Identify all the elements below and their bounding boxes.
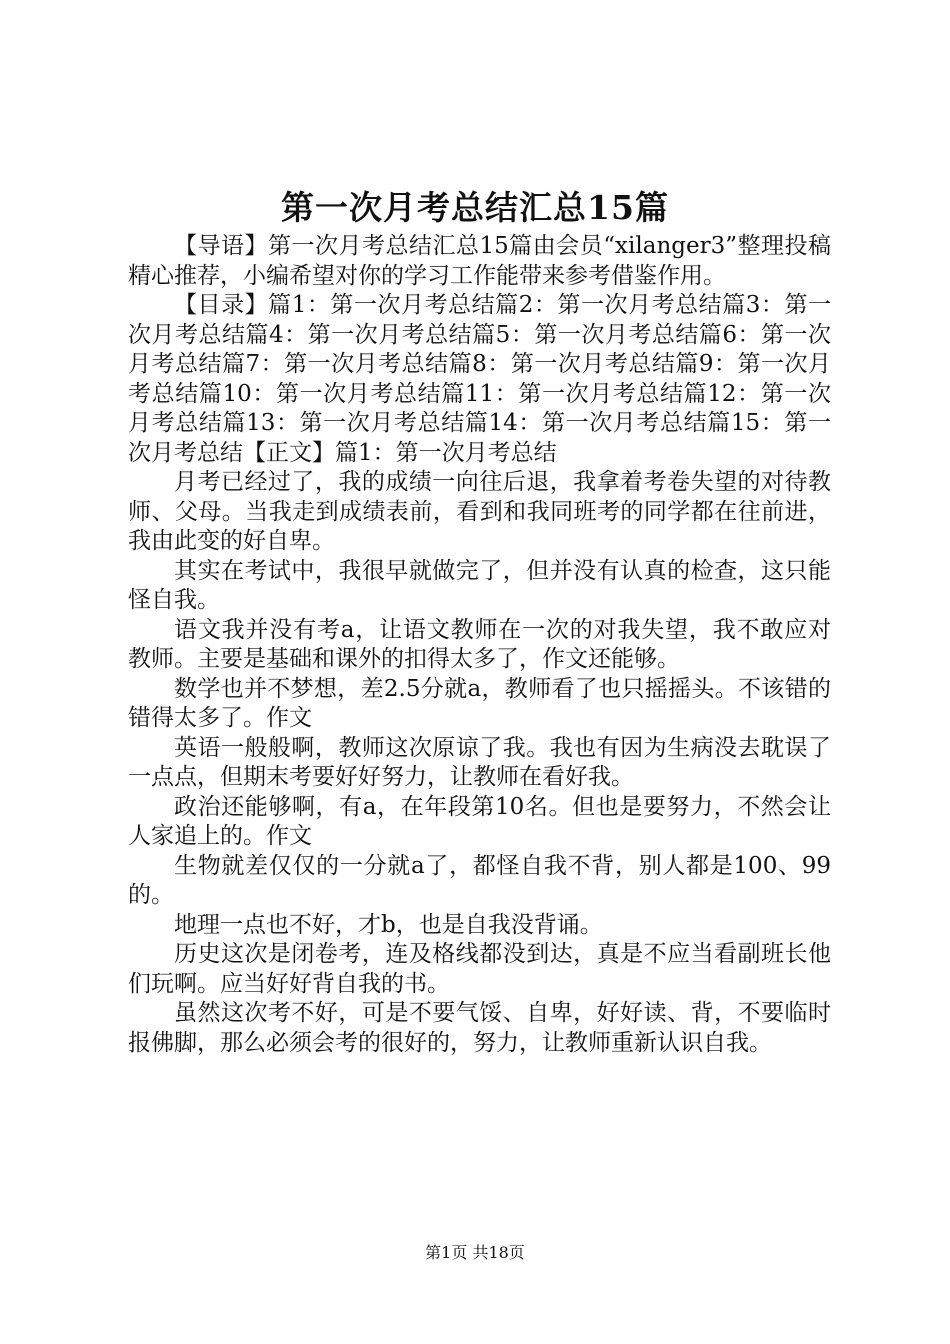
body-paragraph: 虽然这次考不好，可是不要气馁、自卑，好好读、背，不要临时报佛脚，那么必须会考的很好的，努力，让教师重新认识自我。 (128, 1000, 831, 1056)
intro-paragraph: 【导语】第一次月考总结汇总15篇由会员“xilanger3”整理投稿精心推荐，小编希望对你的学习工作能带来参考借鉴作用。 (128, 233, 831, 289)
body-paragraph: 历史这次是闭卷考，连及格线都没到达，真是不应当看副班长他们玩啊。应当好好背自我的书。 (128, 941, 831, 997)
body-paragraph: 数学也并不梦想，差2.5分就a，教师看了也只摇摇头。不该错的错得太多了。作文 (128, 675, 831, 731)
body-paragraph: 月考已经过了，我的成绩一向往后退，我拿着考卷失望的对待教师、父母。当我走到成绩表前，看到和我同班考的同学都在往前进，我由此变的好自卑。 (128, 469, 831, 554)
body-paragraph: 语文我并没有考a，让语文教师在一次的对我失望，我不敢应对教师。主要是基础和课外的扣得太多了，作文还能够。 (128, 616, 831, 672)
body-paragraph: 地理一点也不好，才b，也是自我没背诵。 (174, 911, 603, 938)
body-paragraph: 英语一般般啊，教师这次原谅了我。我也有因为生病没去耽误了一点点，但期末考要好好努力，让教师在看好我。 (128, 734, 831, 790)
body-paragraph: 其实在考试中，我很早就做完了，但并没有认真的检查，这只能怪自我。 (128, 557, 831, 613)
page-footer: 第1页 共18页 (425, 1243, 525, 1262)
document-title: 第一次月考总结汇总15篇 (281, 188, 669, 227)
table-of-contents-paragraph: 【目录】篇1：第一次月考总结篇2：第一次月考总结篇3：第一次月考总结篇4：第一次月考总结篇5：第一次月考总结篇6：第一次月考总结篇7：第一次月考总结篇8：第一次月考总结篇9：第一次月考总结篇10：第一次月考总结篇11：第一次月考总结篇12：第一次月考总结篇13：第一次月考总结篇14：第一次月考总结篇15：第一次月考总结【正文】篇1：第一次月考总结 (128, 292, 831, 466)
body-paragraph: 生物就差仅仅的一分就a了，都怪自我不背，别人都是100、99的。 (128, 852, 831, 908)
body-paragraph: 政治还能够啊，有a，在年段第10名。但也是要努力，不然会让人家追上的。作文 (128, 793, 831, 849)
document-body (128, 232, 831, 1058)
